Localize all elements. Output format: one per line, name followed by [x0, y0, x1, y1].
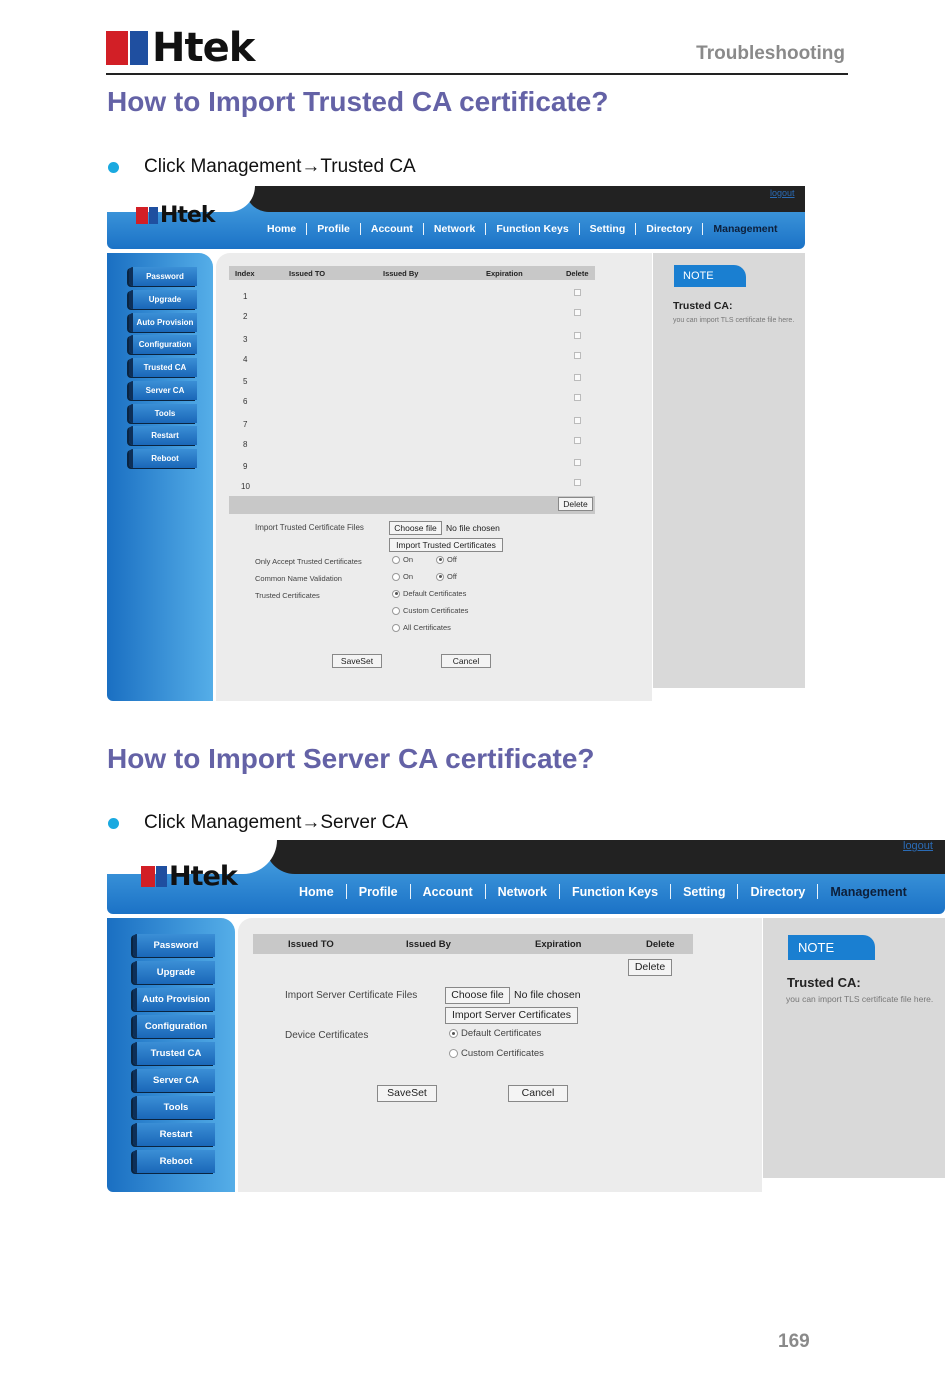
sidebar-item-restart[interactable]: Restart: [129, 426, 197, 445]
import-server-label: Import Server Certificate Files: [285, 990, 418, 1001]
only-accept-trusted-label: Only Accept Trusted Certificates: [255, 557, 362, 566]
nav-function-keys[interactable]: Function Keys: [496, 223, 569, 235]
custom-certificates-radio[interactable]: Custom Certificates: [392, 606, 468, 615]
common-name-off-radio[interactable]: Off: [436, 572, 457, 581]
bullet-dot-icon: [108, 162, 119, 173]
bullet-trusted-ca: [108, 156, 416, 178]
nav-home[interactable]: Home: [299, 884, 334, 899]
logo-text: Htek: [152, 25, 255, 71]
all-certificates-radio[interactable]: All Certificates: [392, 623, 451, 632]
sidebar-item-trusted-ca[interactable]: Trusted CA: [133, 1042, 215, 1065]
choose-file-button[interactable]: Choose file: [445, 987, 510, 1004]
saveset-button[interactable]: SaveSet: [377, 1085, 437, 1102]
nav-setting[interactable]: Setting: [589, 223, 626, 235]
nav-management[interactable]: Management: [830, 884, 907, 899]
table-row-index: 9: [243, 462, 248, 471]
note-text: you can import TLS certificate file here.: [673, 317, 795, 324]
sidebar-item-auto-provision[interactable]: Auto Provision: [129, 313, 197, 332]
section-title: Troubleshooting: [696, 43, 845, 64]
col-index: Index: [235, 268, 255, 278]
table-row-index: 3: [243, 335, 248, 344]
note-tab: NOTE: [788, 935, 875, 960]
col-expiration: Expiration: [486, 268, 523, 278]
sidebar-item-server-ca[interactable]: Server CA: [133, 1069, 215, 1092]
no-file-chosen-text: No file chosen: [446, 523, 500, 533]
col-expiration: Expiration: [535, 938, 582, 950]
note-tab: NOTE: [674, 265, 746, 287]
table-footer: [229, 496, 595, 514]
sidebar-item-password[interactable]: Password: [129, 267, 197, 286]
nav-function-keys[interactable]: Function Keys: [571, 884, 659, 899]
page-number: 169: [778, 1331, 810, 1352]
heading-trusted-ca: How to Import Trusted CA certificate?: [107, 86, 609, 117]
only-accept-off-radio[interactable]: Off: [436, 555, 457, 564]
bullet-dot-icon: [108, 818, 119, 829]
bullet-server-ca: [108, 812, 408, 834]
nav-network[interactable]: Network: [497, 884, 547, 899]
trusted-certificates-label: Trusted Certificates: [255, 591, 320, 600]
sidebar-item-tools[interactable]: Tools: [133, 1096, 215, 1119]
sidebar-item-upgrade[interactable]: Upgrade: [129, 290, 197, 309]
col-issued-to: Issued TO: [289, 268, 326, 278]
nav-directory[interactable]: Directory: [646, 223, 693, 235]
default-certificates-radio[interactable]: Default Certificates: [449, 1028, 541, 1039]
col-issued-by: Issued By: [406, 938, 451, 950]
logout-link[interactable]: logout: [903, 840, 933, 852]
nav-setting[interactable]: Setting: [683, 884, 726, 899]
sidebar-item-configuration[interactable]: Configuration: [129, 335, 197, 354]
nav-account[interactable]: Account: [370, 223, 413, 235]
nav-directory[interactable]: Directory: [750, 884, 806, 899]
row-delete-checkbox[interactable]: [574, 374, 581, 381]
sidebar-item-restart[interactable]: Restart: [133, 1123, 215, 1146]
default-certificates-radio[interactable]: Default Certificates: [392, 589, 466, 598]
row-delete-checkbox[interactable]: [574, 459, 581, 466]
nav-profile[interactable]: Profile: [358, 884, 398, 899]
row-delete-checkbox[interactable]: [574, 332, 581, 339]
col-delete: Delete: [566, 268, 589, 278]
device-certificates-label: Device Certificates: [285, 1030, 369, 1041]
cancel-button[interactable]: Cancel: [441, 654, 491, 668]
sidebar-item-server-ca[interactable]: Server CA: [129, 381, 197, 400]
certificate-table-header: [253, 934, 693, 954]
table-row-index: 5: [243, 377, 248, 386]
row-delete-checkbox[interactable]: [574, 437, 581, 444]
sidebar-item-trusted-ca[interactable]: Trusted CA: [129, 358, 197, 377]
certificate-table-header: [229, 266, 595, 280]
nav-account[interactable]: Account: [422, 884, 473, 899]
col-issued-by: Issued By: [383, 268, 419, 278]
heading-server-ca: How to Import Server CA certificate?: [107, 743, 595, 774]
cancel-button[interactable]: Cancel: [508, 1085, 568, 1102]
row-delete-checkbox[interactable]: [574, 394, 581, 401]
row-delete-checkbox[interactable]: [574, 289, 581, 296]
header-divider: [106, 73, 848, 75]
htek-logo: Htek: [136, 207, 214, 224]
nav-management[interactable]: Management: [713, 223, 778, 235]
sidebar-item-reboot[interactable]: Reboot: [129, 449, 197, 468]
main-nav: [267, 223, 778, 235]
sidebar-item-tools[interactable]: Tools: [129, 404, 197, 423]
htek-logo: Htek: [141, 866, 237, 887]
saveset-button[interactable]: SaveSet: [332, 654, 382, 668]
row-delete-checkbox[interactable]: [574, 417, 581, 424]
delete-button[interactable]: Delete: [558, 497, 593, 511]
nav-home[interactable]: Home: [267, 223, 297, 235]
logout-link[interactable]: logout: [770, 188, 795, 198]
sidebar-item-configuration[interactable]: Configuration: [133, 1015, 215, 1038]
common-name-on-radio[interactable]: On: [392, 572, 413, 581]
only-accept-on-radio[interactable]: On: [392, 555, 413, 564]
row-delete-checkbox[interactable]: [574, 479, 581, 486]
trusted-ca-screenshot: [107, 186, 805, 701]
sidebar-item-password[interactable]: Password: [133, 934, 215, 957]
bullet-text: Click Management→Server CA: [144, 812, 408, 833]
table-row-index: 4: [243, 355, 248, 364]
sidebar-item-reboot[interactable]: Reboot: [133, 1150, 215, 1173]
table-row-index: 2: [243, 312, 248, 321]
sidebar-item-auto-provision[interactable]: Auto Provision: [133, 988, 215, 1011]
main-nav: [299, 884, 907, 899]
no-file-chosen-text: No file chosen: [514, 989, 581, 1001]
table-row-index: 10: [241, 482, 250, 491]
nav-network[interactable]: Network: [433, 223, 476, 235]
col-delete: Delete: [646, 938, 675, 950]
content-area: [216, 253, 652, 701]
table-row-index: 6: [243, 397, 248, 406]
htek-logo: [106, 25, 255, 71]
import-trusted-certificates-button[interactable]: Import Trusted Certificates: [389, 538, 503, 552]
note-title: Trusted CA:: [673, 300, 733, 312]
delete-button[interactable]: Delete: [628, 959, 672, 976]
import-server-certificates-button[interactable]: Import Server Certificates: [445, 1007, 578, 1024]
sidebar-item-upgrade[interactable]: Upgrade: [133, 961, 215, 984]
table-row-index: 1: [243, 292, 248, 301]
row-delete-checkbox[interactable]: [574, 309, 581, 316]
choose-file-button[interactable]: Choose file: [389, 521, 442, 535]
note-title: Trusted CA:: [787, 975, 861, 990]
common-name-validation-label: Common Name Validation: [255, 574, 342, 583]
note-text: you can import TLS certificate file here.: [786, 994, 934, 1004]
table-row-index: 8: [243, 440, 248, 449]
import-trusted-label: Import Trusted Certificate Files: [255, 523, 364, 532]
col-issued-to: Issued TO: [288, 938, 334, 950]
bullet-text: Click Management→Trusted CA: [144, 156, 416, 177]
custom-certificates-radio[interactable]: Custom Certificates: [449, 1048, 544, 1059]
nav-profile[interactable]: Profile: [317, 223, 350, 235]
server-ca-screenshot: [107, 840, 945, 1192]
row-delete-checkbox[interactable]: [574, 352, 581, 359]
table-row-index: 7: [243, 420, 248, 429]
